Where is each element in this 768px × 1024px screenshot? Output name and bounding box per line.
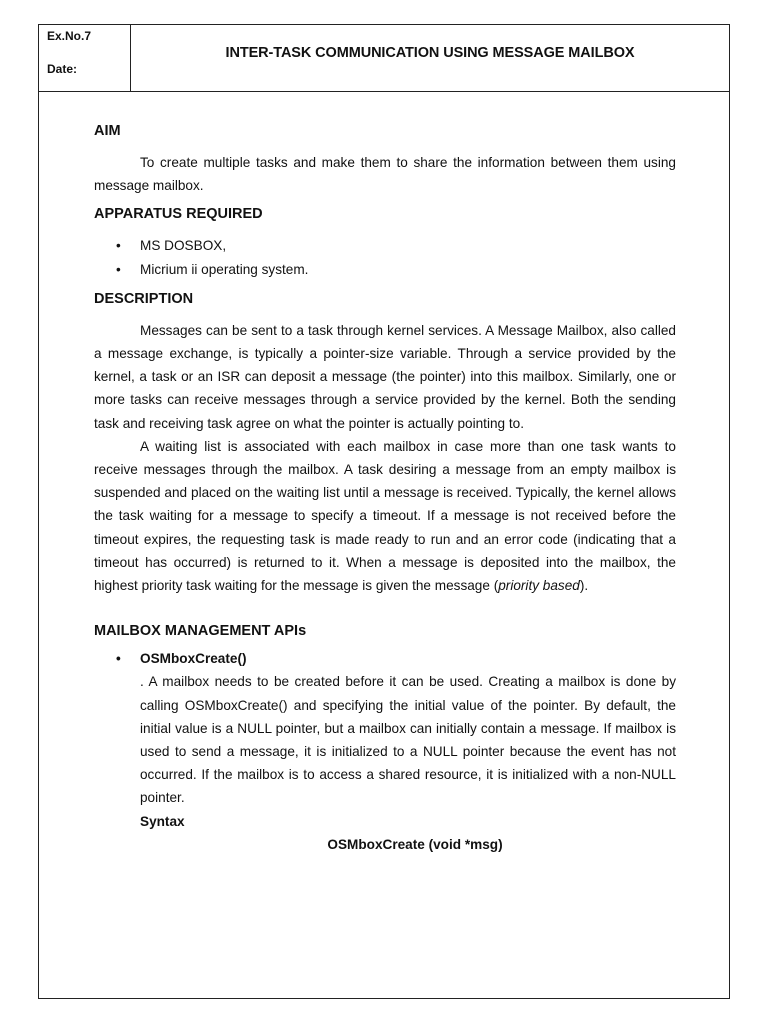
- syntax-code: OSMboxCreate (void *msg): [327, 836, 503, 852]
- priority-based-emphasis: priority based: [498, 578, 580, 594]
- page-frame: [38, 24, 730, 999]
- mailbox-apis-heading: MAILBOX MANAGEMENT APIs: [94, 623, 307, 640]
- document-title: INTER-TASK COMMUNICATION USING MESSAGE MAILBOX: [225, 45, 635, 61]
- description-paragraph-2: [94, 435, 676, 597]
- mailbox-apis-list: [94, 647, 676, 670]
- exercise-number: Ex.No.7: [47, 29, 92, 43]
- header-table: [39, 25, 729, 92]
- date-label: Date:: [47, 62, 78, 76]
- api-item-description: . A mailbox needs to be created before it can be used. Creating a mailbox is done by calling OSMboxCreate() and specifying the initial value of the pointer. By default, the initial value is a NULL pointer, but a mailbox can initially contain a message. If mailbox is used to send a message, it is initialized to a NULL pointer because the event has not occurred. If the mailbox is to access a shared resource, it is initialized with a non-NULL pointer.: [140, 674, 676, 806]
- document-body: [94, 121, 676, 856]
- description-paragraph-1: Messages can be sent to a task through kernel services. A Message Mailbox, also called a message exchange, is typically a pointer-size variable. Through a service provided by the kernel, a task or an ISR can deposit a message (the pointer) into this mailbox. Similarly, one or more tasks can receive messages through a service provided by the kernel. Both the sending task and receiving task agree on what the pointer is actually pointing to.: [94, 322, 676, 431]
- description-heading: DESCRIPTION: [94, 290, 194, 307]
- description-paragraph-2-end: ).: [579, 578, 589, 594]
- syntax-label: Syntax: [140, 813, 185, 829]
- aim-text: To create multiple tasks and make them to share the information between them using message mailbox.: [94, 155, 676, 194]
- aim-heading: AIM: [94, 123, 121, 139]
- description-paragraph-2-text: A waiting list is associated with each mailbox in case more than one task wants to receive messages through the mailbox. A task desiring a message from an empty mailbox is suspended and placed on the waiting list until a message is received. Typically, the kernel allows the task waiting for a message to specify a timeout. If a message is not received before the timeout expires, the requesting task is made ready to run and an error code (indicating that a timeout has occurred) is returned to it. When a message is deposited into the mailbox, the highest priority task waiting for the message is given the message (: [94, 438, 676, 594]
- list-item: • Micrium ii operating system.: [94, 258, 676, 281]
- header-left-cell: [39, 25, 131, 91]
- apparatus-list: [94, 234, 676, 280]
- api-item-title: • OSMboxCreate(): [94, 647, 676, 670]
- apparatus-heading: APPARATUS REQUIRED: [94, 206, 263, 223]
- list-item: • MS DOSBOX,: [94, 234, 676, 257]
